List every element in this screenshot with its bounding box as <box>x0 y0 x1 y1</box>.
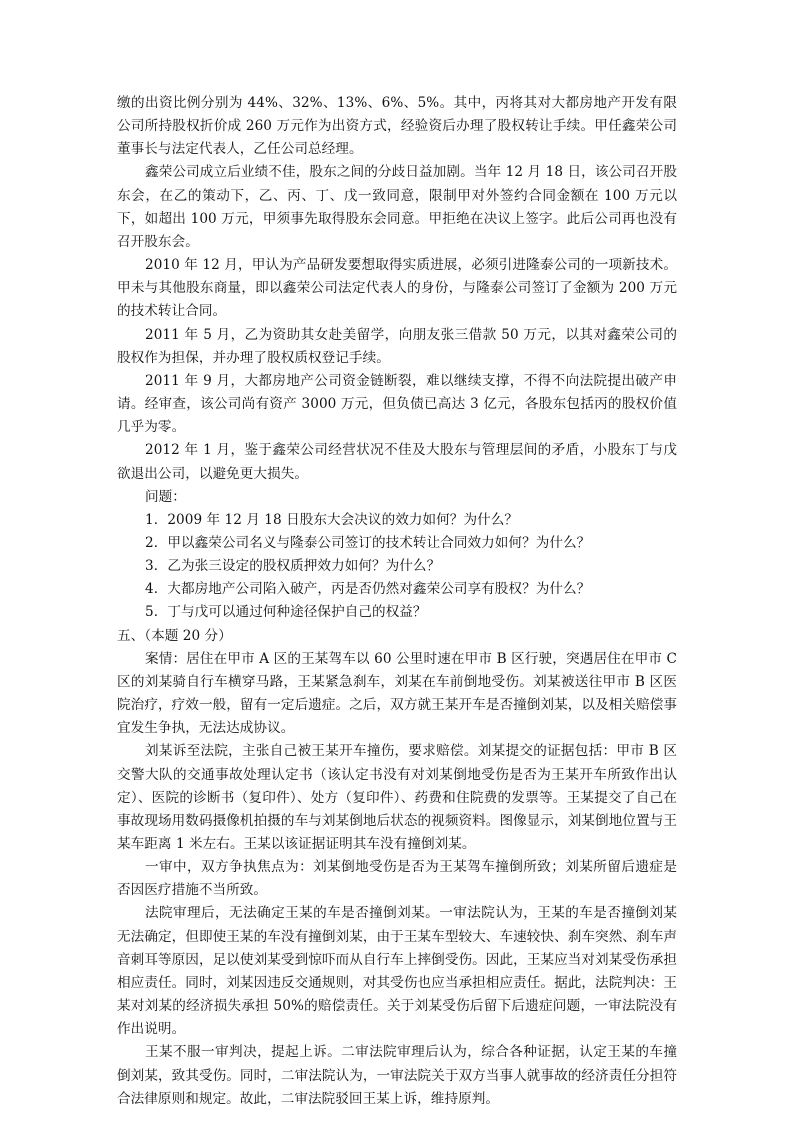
questions-label: 问题： <box>145 488 186 505</box>
section-heading: 五、（本题 20 分） <box>117 627 232 644</box>
paragraph-bankruptcy: 2011 年 9 月，大都房地产公司资金链断裂，难以继续支撑，不得不向法院提出破产申请。经审查，该公司尚有资产 3000 万元，但负债已高达 3 亿元，各股东包括丙的股权价值几乎为零。 <box>117 372 677 436</box>
document-page <box>117 92 677 1111</box>
paragraph-dispute-focus: 一审中，双方争执焦点为：刘某倒地受伤是否为王某驾车撞倒所致；刘某所留后遗症是否因医疗措施不当所致。 <box>117 859 677 899</box>
paragraph-first-instance: 法院审理后，无法确定王某的车是否撞倒刘某。一审法院认为，王某的车是否撞倒刘某无法确定，但即使王某的车没有撞倒刘某，由于王某车型较大、车速较快、刹车突然、刹车声音刺耳等原因，足以使刘某受到惊吓而从自行车上摔倒受伤。因此，王某应当对刘某受伤承担相应责任。同时，刘某因违反交通规则，对其受伤也应当承担相应责任。据此，法院判决：王某对刘某的经济损失承担 50%的赔偿责任。关于刘某受伤后留下后遗症问题，一审法院没有作出说明。 <box>117 905 677 1038</box>
paragraph-case-facts: 案情：居住在甲市 A 区的王某驾车以 60 公里时速在甲市 B 区行驶，突遇居住在甲市 C 区的刘某骑自行车横穿马路，王某紧急刹车，刘某在车前倒地受伤。刘某被送往甲市 B 区医院治疗，疗效一般，留有一定后遗症。之后，双方就王某开车是否撞倒刘某，以及相关赔偿事宜发生争执，无法达成协议。 <box>117 650 677 737</box>
paragraph-shareholder-meeting: 鑫荣公司成立后业绩不佳，股东之间的分歧日益加剧。当年 12 月 18 日，该公司召开股东会，在乙的策动下，乙、丙、丁、戊一致同意，限制甲对外签约合同金额在 100 万元以下，如超出 100 万元，甲须事先取得股东会同意。甲拒绝在决议上签字。此后公司再也没有召开股东会。 <box>117 164 677 250</box>
question-item: 4．大都房地产公司陷入破产，丙是否仍然对鑫荣公司享有股权？为什么？ <box>145 581 591 598</box>
question-item: 3．乙为张三设定的股权质押效力如何？为什么？ <box>145 558 441 575</box>
paragraph-technology-contract: 2010 年 12 月，甲认为产品研发要想取得实质进展，必须引进隆泰公司的一项新技术。甲未与其他股东商量，即以鑫荣公司法定代表人的身份，与隆泰公司签订了金额为 200 万元的技术转让合同。 <box>117 257 677 320</box>
paragraph-continuation: 缴的出资比例分别为 44%、32%、13%、6%、5%。其中，丙将其对大都房地产开发有限公司所持股权折价成 260 万元作为出资方式，经验资后办理了股权转让手续。甲任鑫荣公司董事长与法定代表人，乙任公司总经理。 <box>117 95 677 158</box>
paragraph-evidence: 刘某诉至法院，主张自己被王某开车撞伤，要求赔偿。刘某提交的证据包括：甲市 B 区交警大队的交通事故处理认定书（该认定书没有对刘某倒地受伤是否为王某开车所致作出认定）、医院的诊断书（复印件）、处方（复印件）、药费和住院费的发票等。王某提交了自己在事故现场用数码摄像机拍摄的车与刘某倒地后状态的视频资料。图像显示，刘某倒地位置与王某车距离 1 米左右。王某以该证据证明其车没有撞倒刘某。 <box>117 743 677 852</box>
paragraph-second-instance: 王某不服一审判决，提起上诉。二审法院审理后认为，综合各种证据，认定王某的车撞倒刘某，致其受伤。同时，二审法院认为，一审法院关于双方当事人就事故的经济责任分担符合法律原则和规定。故此，二审法院驳回王某上诉，维持原判。 <box>117 1044 677 1107</box>
question-item: 5．丁与戊可以通过何种途径保护自己的权益？ <box>145 604 427 621</box>
paragraph-equity-pledge: 2011 年 5 月，乙为资助其女赴美留学，向朋友张三借款 50 万元，以其对鑫荣公司的股权作为担保，并办理了股权质权登记手续。 <box>117 326 677 366</box>
question-item: 1．2009 年 12 月 18 日股东大会决议的效力如何？为什么？ <box>145 511 519 528</box>
question-item: 2．甲以鑫荣公司名义与隆泰公司签订的技术转让合同效力如何？为什么？ <box>145 534 591 551</box>
paragraph-minority-exit: 2012 年 1 月，鉴于鑫荣公司经营状况不佳及大股东与管理层间的矛盾，小股东丁与戊欲退出公司，以避免更大损失。 <box>117 442 677 482</box>
